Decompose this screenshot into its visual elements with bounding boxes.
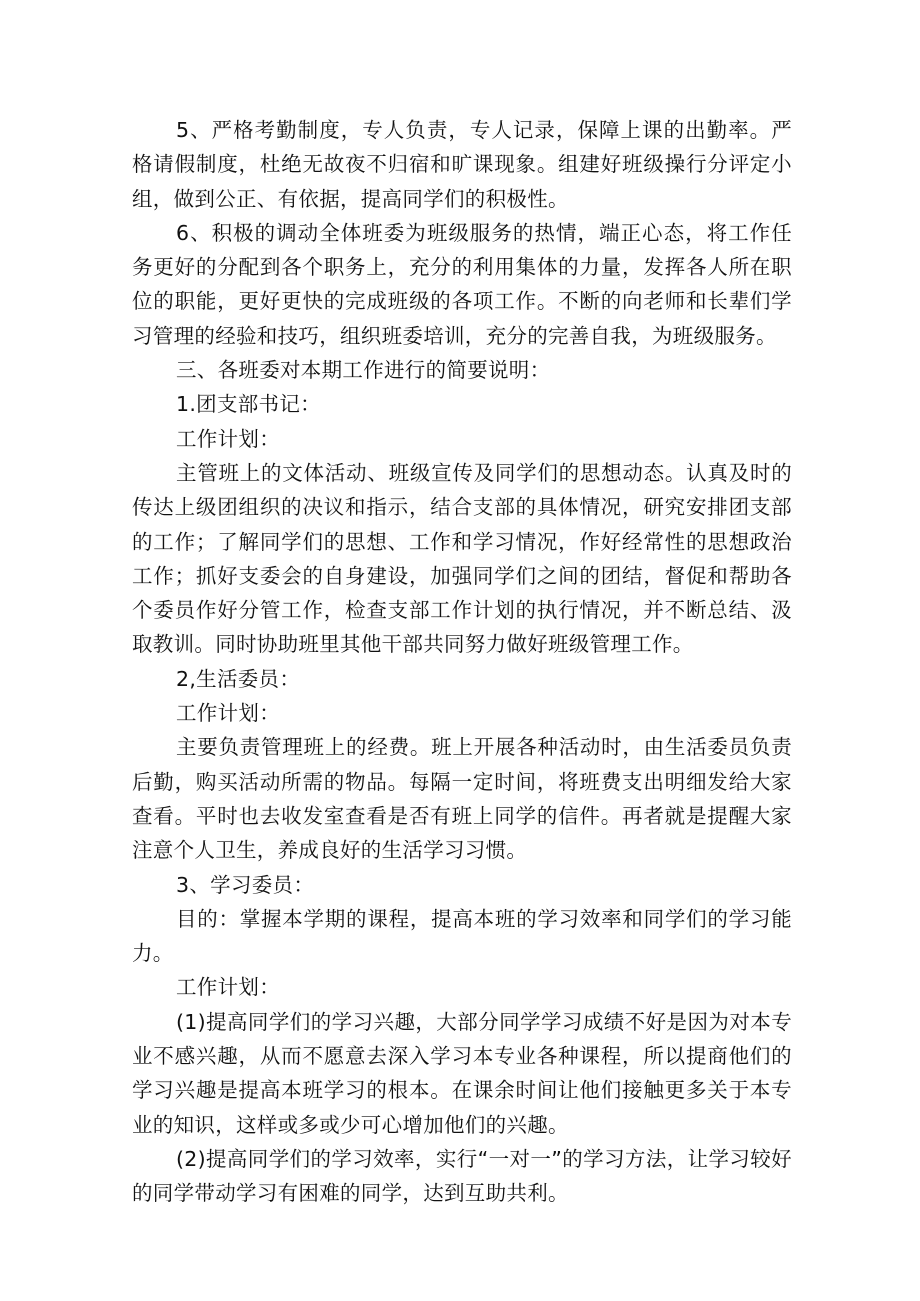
- paragraph-study-goal: 目的：掌握本学期的课程，提高本班的学习效率和同学们的学习能力。: [132, 906, 792, 966]
- paragraph-item-5-attendance: 5、严格考勤制度，专人负责，专人记录，保障上课的出勤率。严格请假制度，杜绝无故夜不归宿和旷课现象。组建好班级操行分评定小组，做到公正、有依据，提高同学们的积极性。: [132, 118, 792, 211]
- work-plan-label-1: 工作计划：: [176, 426, 280, 451]
- paragraph-life-committee-plan: 主要负责管理班上的经费。班上开展各种活动时，由生活委员负责后勤，购买活动所需的物品。每隔一定时间，将班费支出明细发给大家查看。平时也去收发室查看是否有班上同学的信件。再者就是提醒大家注意个人卫生，养成良好的生活学习习惯。: [132, 735, 792, 863]
- paragraph-study-plan-1: (1)提高同学们的学习兴趣，大部分同学学习成绩不好是因为对本专业不感兴趣，从而不愿意去深入学习本专业各种课程，所以提商他们的学习兴趣是提高本班学习的根本。在课余时间让他们接触更多关于本专业的知识，这样或多或少可心增加他们的兴趣。: [132, 1009, 792, 1137]
- work-plan-label-2: 工作计划：: [176, 701, 280, 726]
- subheading-league-secretary: 1.团支部书记：: [176, 392, 321, 417]
- subheading-study-committee: 3、学习委员：: [176, 872, 315, 897]
- section-heading-3: 三、各班委对本期工作进行的简要说明：: [176, 358, 551, 383]
- paragraph-item-6-committee: 6、积极的调动全体班委为班级服务的热情，端正心态，将工作任务更好的分配到各个职务上，充分的利用集体的力量，发挥各人所在职位的职能，更好更快的完成班级的各项工作。不断的向老师和长辈们学习管理的经验和技巧，组织班委培训，充分的完善自我，为班级服务。: [132, 220, 792, 348]
- work-plan-label-3: 工作计划：: [176, 975, 280, 1000]
- document-body: [132, 113, 792, 1211]
- subheading-life-committee: 2,生活委员：: [176, 666, 301, 691]
- paragraph-study-plan-2: (2)提高同学们的学习效率，实行“一对一”的学习方法，让学习较好的同学带动学习有困难的同学，达到互助共利。: [132, 1146, 792, 1206]
- paragraph-league-secretary-plan: 主管班上的文体活动、班级宣传及同学们的思想动态。认真及时的传达上级团组织的决议和指示，结合支部的具体情况，研究安排团支部的工作；了解同学们的思想、工作和学习情况，作好经常性的思想政治工作；抓好支委会的自身建设，加强同学们之间的团结，督促和帮助各个委员作好分管工作，检查支部工作计划的执行情况，并不断总结、汲取教训。同时协助班里其他干部共同努力做好班级管理工作。: [132, 460, 792, 657]
